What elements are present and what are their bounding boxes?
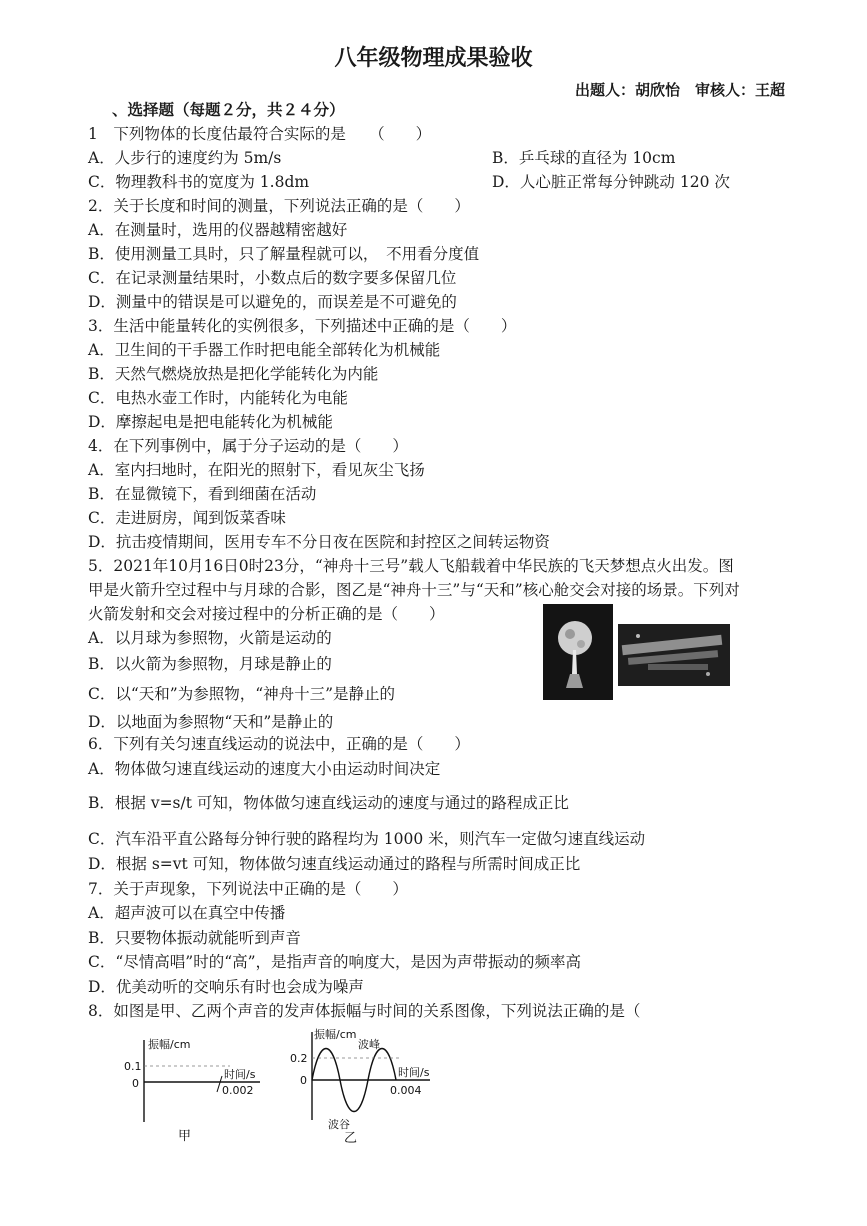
graph-yi-ylabel: 振幅/cm: [314, 1028, 357, 1041]
q4-option-a: A．室内扫地时，在阳光的照射下，看见灰尘飞扬: [88, 461, 425, 479]
q6-stem: 6．下列有关匀速直线运动的说法中，正确的是（ ）: [88, 735, 470, 753]
graph-yi-crest: 波峰: [358, 1038, 380, 1051]
q2-stem: 2．关于长度和时间的测量，下列说法正确的是（ ）: [88, 197, 470, 215]
q7-option-a: A．超声波可以在真空中传播: [88, 904, 286, 922]
q3-option-a: A．卫生间的干手器工作时把电能全部转化为机械能: [88, 341, 441, 359]
graph-jia-xlabel: 时间/s: [224, 1068, 256, 1081]
q1-stem: 1 下列物体的长度估最符合实际的是 （ ）: [88, 125, 432, 143]
q4-option-c: C．走进厨房，闻到饭菜香味: [88, 509, 286, 527]
q3-option-c: C．电热水壶工作时，内能转化为电能: [88, 389, 348, 407]
graph-yi-xlabel: 时间/s: [398, 1066, 430, 1079]
q5-option-b: B．以火箭为参照物，月球是静止的: [88, 655, 332, 673]
q3-option-b: B．天然气燃烧放热是把化学能转化为内能: [88, 365, 379, 383]
q7-option-b: B．只要物体振动就能听到声音: [88, 929, 301, 947]
q4-option-d: D．抗击疫情期间，医用专车不分日夜在医院和封控区之间转运物资: [88, 533, 550, 551]
q2-option-b: B．使用测量工具时，只了解量程就可以， 不用看分度值: [88, 245, 480, 263]
q5-option-a: A．以月球为参照物，火箭是运动的: [88, 629, 332, 647]
q2-option-c: C．在记录测量结果时，小数点后的数字要多保留几位: [88, 269, 457, 287]
q8-stem: 8．如图是甲、乙两个声音的发声体振幅与时间的关系图像，下列说法正确的是（: [88, 1002, 641, 1020]
q6-option-c: C．汽车沿平直公路每分钟行驶的路程均为 1000 米，则汽车一定做匀速直线运动: [88, 830, 646, 848]
graph-jia-x-tick: 0.002: [222, 1084, 254, 1097]
docking-photo: [618, 624, 730, 686]
q7-stem: 7．关于声现象，下列说法中正确的是（ ）: [88, 880, 408, 898]
graph-jia-y-tick: 0.1: [124, 1060, 142, 1073]
graph-jia-origin: 0: [132, 1077, 139, 1090]
author-line: 出题人：胡欣怡 审核人：王超: [574, 81, 785, 99]
q3-stem: 3．生活中能量转化的实例很多，下列描述中正确的是（ ）: [88, 317, 517, 335]
q7-option-d: D．优美动听的交响乐有时也会成为噪声: [88, 978, 364, 996]
q1-option-a: A．人步行的速度约为 5m/s: [88, 149, 282, 167]
q5-stem-line1: 5．2021年10月16日0时23分，“神舟十三号”载人飞船载着中华民族的飞天梦想点火出发。图: [88, 557, 734, 575]
graph-yi: [290, 1024, 440, 1148]
graph-jia-ylabel: 振幅/cm: [148, 1038, 191, 1051]
rocket-moon-photo: [543, 604, 613, 700]
q6-option-b: B．根据 v=s/t 可知，物体做匀速直线运动的速度与通过的路程成正比: [88, 794, 569, 812]
q5-stem-line2: 甲是火箭升空过程中与月球的合影，图乙是“神舟十三”与“天和”核心舱交会对接的场景。下列对: [88, 581, 740, 599]
q5-option-c: C．以“天和”为参照物，“神舟十三”是静止的: [88, 685, 396, 703]
graph-yi-x-tick: 0.004: [390, 1084, 422, 1097]
graph-jia-caption: 甲: [178, 1129, 192, 1144]
graph-yi-origin: 0: [300, 1074, 307, 1087]
graph-yi-trough: 波谷: [328, 1118, 350, 1131]
q2-option-d: D．测量中的错误是可以避免的，而误差是不可避免的: [88, 293, 457, 311]
page-title: 八年级物理成果验收: [334, 45, 533, 71]
q4-stem: 4．在下列事例中，属于分子运动的是（ ）: [88, 437, 408, 455]
q6-option-d: D．根据 s=vt 可知，物体做匀速直线运动通过的路程与所需时间成正比: [88, 855, 581, 873]
q3-option-d: D．摩擦起电是把电能转化为机械能: [88, 413, 333, 431]
q2-option-a: A．在测量时，选用的仪器越精密越好: [88, 221, 348, 239]
q1-option-b: B．乒乓球的直径为 10cm: [492, 149, 676, 167]
graph-jia: [120, 1030, 270, 1148]
q5-stem-line3: 火箭发射和交会对接过程中的分析正确的是（ ）: [88, 605, 445, 623]
q1-option-d: D．人心脏正常每分钟跳动 120 次: [492, 173, 730, 191]
q7-option-c: C．“尽情高唱”时的“高”，是指声音的响度大，是因为声带振动的频率高: [88, 953, 582, 971]
q1-option-c: C．物理教科书的宽度为 1.8dm: [88, 173, 310, 191]
q4-option-b: B．在显微镜下，看到细菌在活动: [88, 485, 317, 503]
graph-yi-y-tick: 0.2: [290, 1052, 308, 1065]
graph-yi-caption: 乙: [344, 1131, 358, 1146]
q5-option-d: D．以地面为参照物“天和”是静止的: [88, 713, 334, 731]
q6-option-a: A．物体做匀速直线运动的速度大小由运动时间决定: [88, 760, 441, 778]
section-heading: 、选择题（每题２分，共２４分）: [112, 100, 345, 119]
